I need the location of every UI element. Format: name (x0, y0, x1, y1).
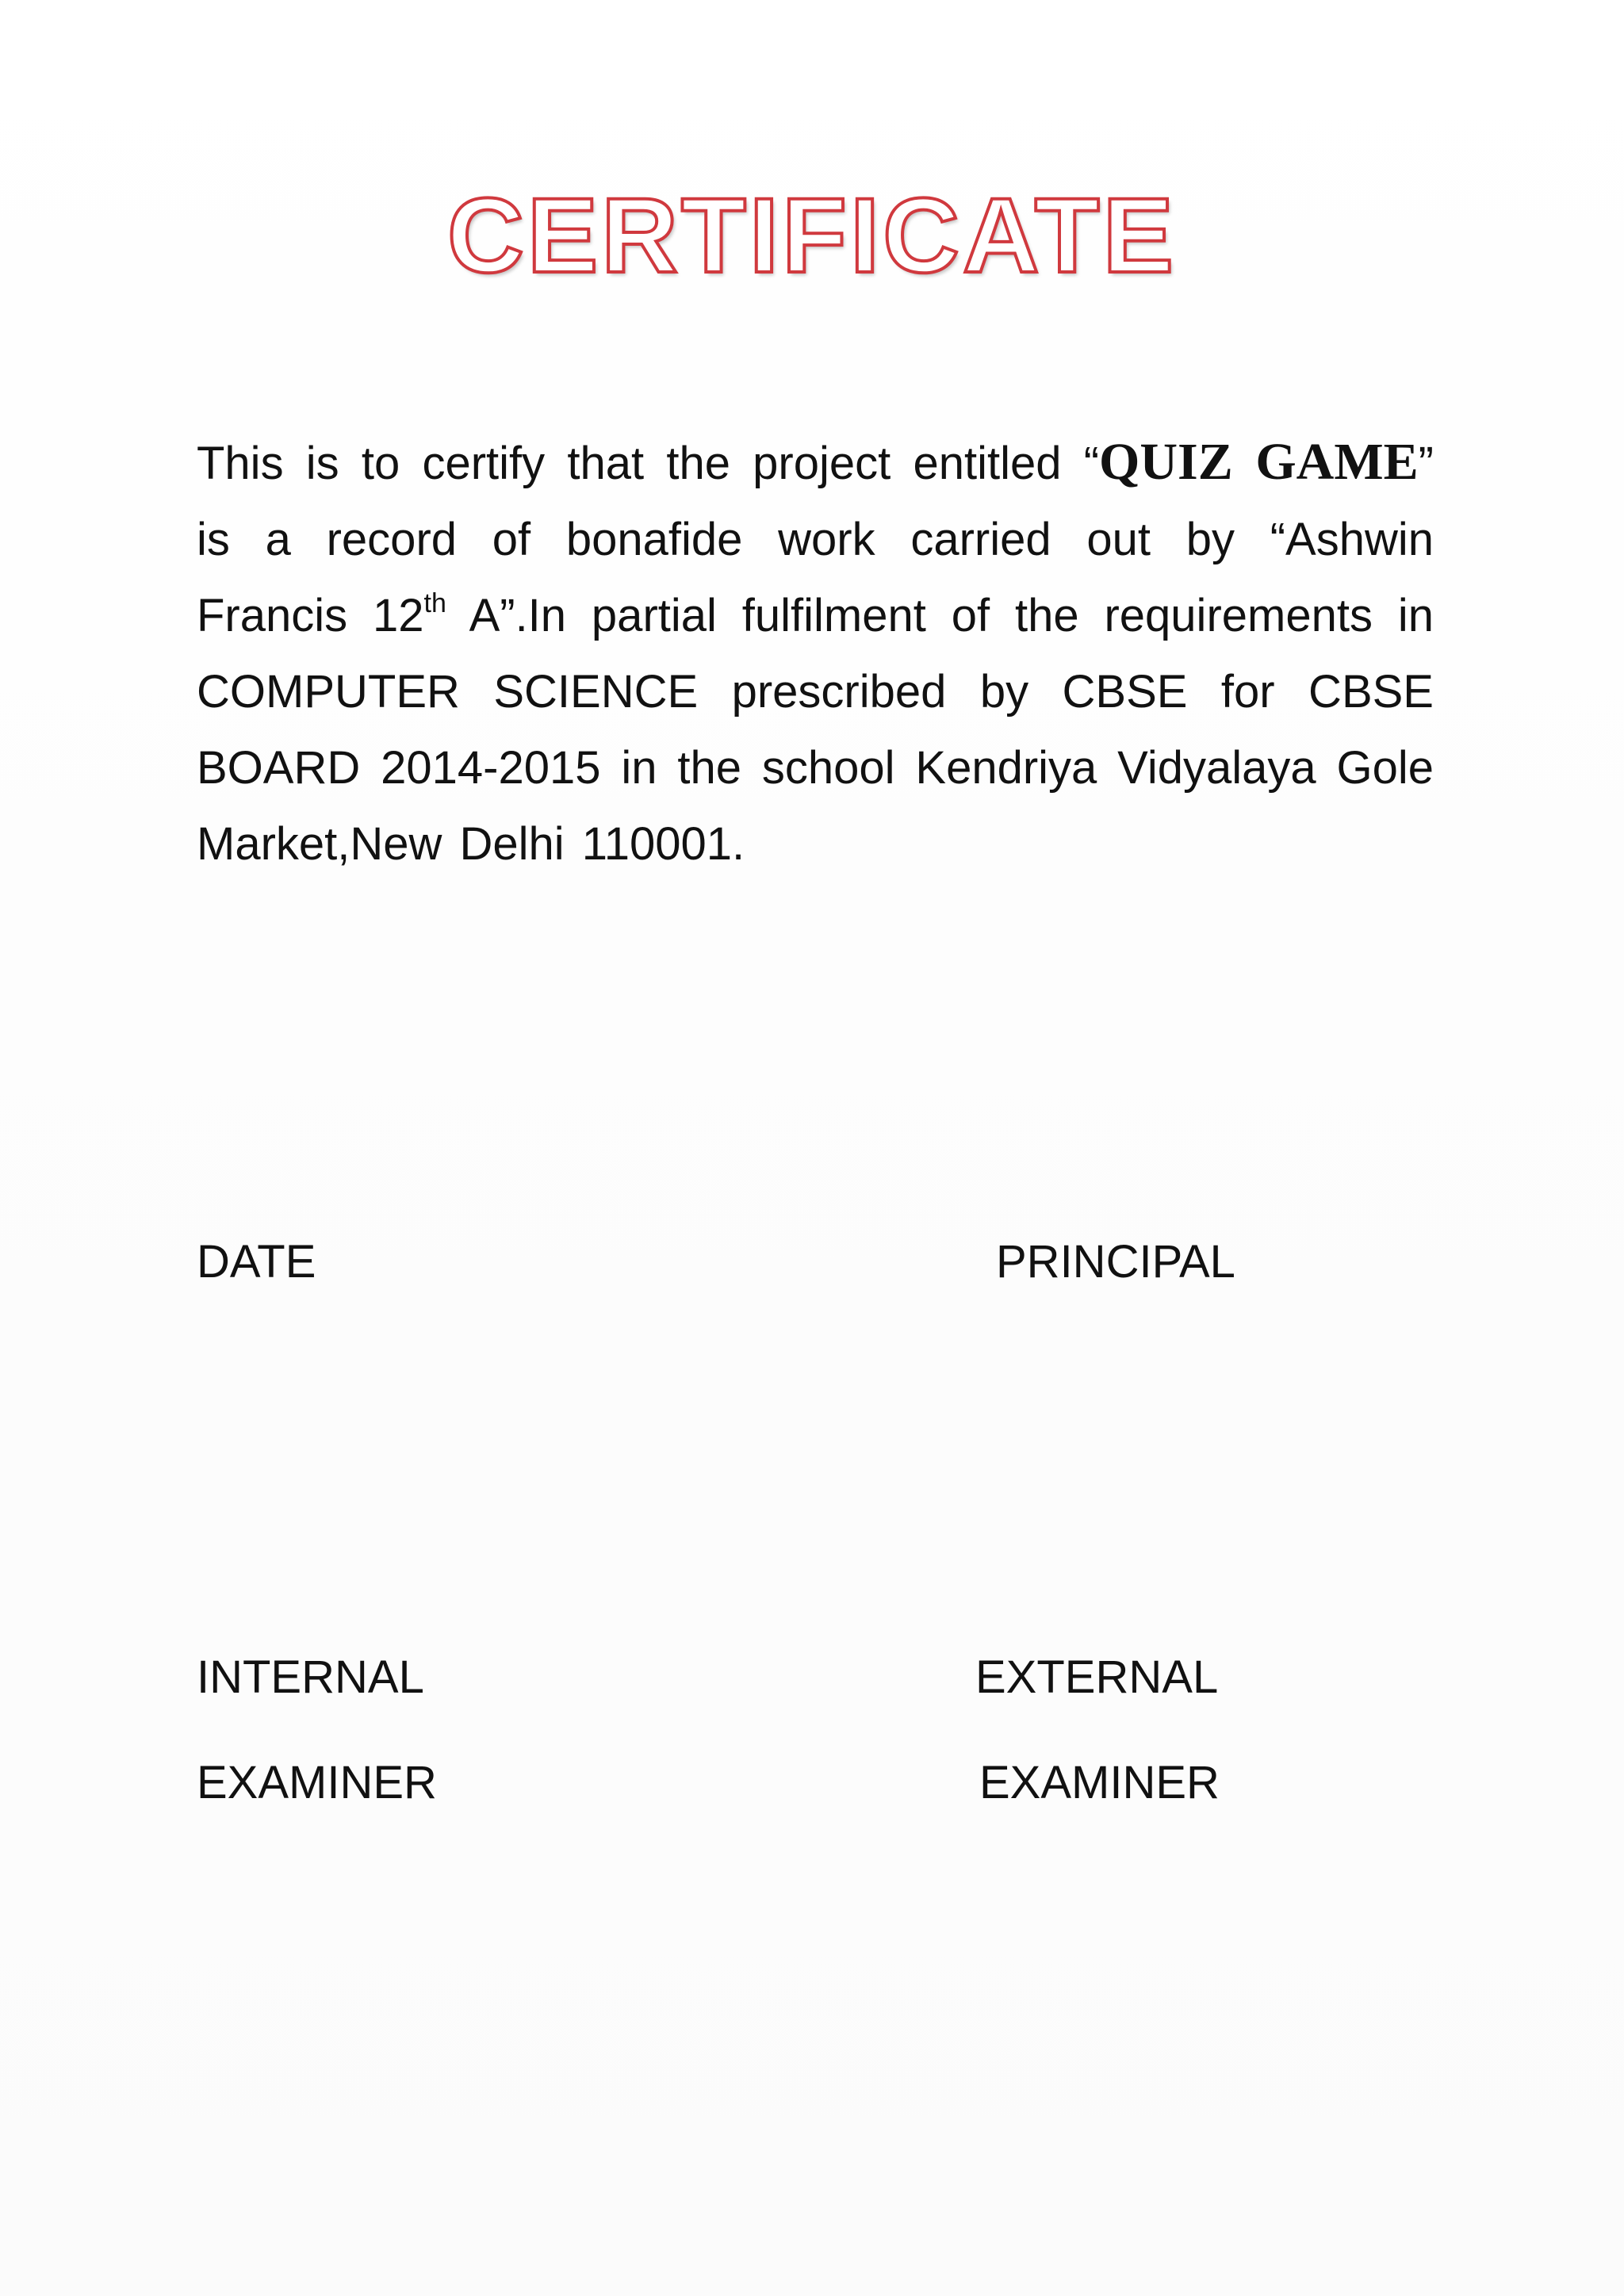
body-text-intro: This is to certify that the project entitled “ (197, 438, 1100, 489)
external-examiner-label: EXAMINER (979, 1757, 1220, 1808)
certificate-title: CERTIFICATE (447, 177, 1177, 295)
internal-label: INTERNAL (197, 1651, 424, 1703)
ordinal-suffix: th (423, 588, 446, 618)
external-label: EXTERNAL (975, 1651, 1219, 1703)
certificate-body (197, 424, 1434, 882)
date-label: DATE (197, 1236, 316, 1288)
body-text-student: ” is a record of bonafide work carried out by “Ashwin Francis 12 (197, 438, 1434, 641)
project-name: QUIZ GAME (1099, 433, 1419, 491)
principal-label: PRINCIPAL (996, 1236, 1235, 1288)
internal-examiner-label: EXAMINER (197, 1757, 437, 1808)
body-text-details: A”.In partial fulfilment of the requirements in COMPUTER SCIENCE prescribed by CBSE for CBSE BOARD 2014-2015 in the school Kendriya Vidyalaya Gole Market,New Delhi 110001. (197, 590, 1434, 870)
